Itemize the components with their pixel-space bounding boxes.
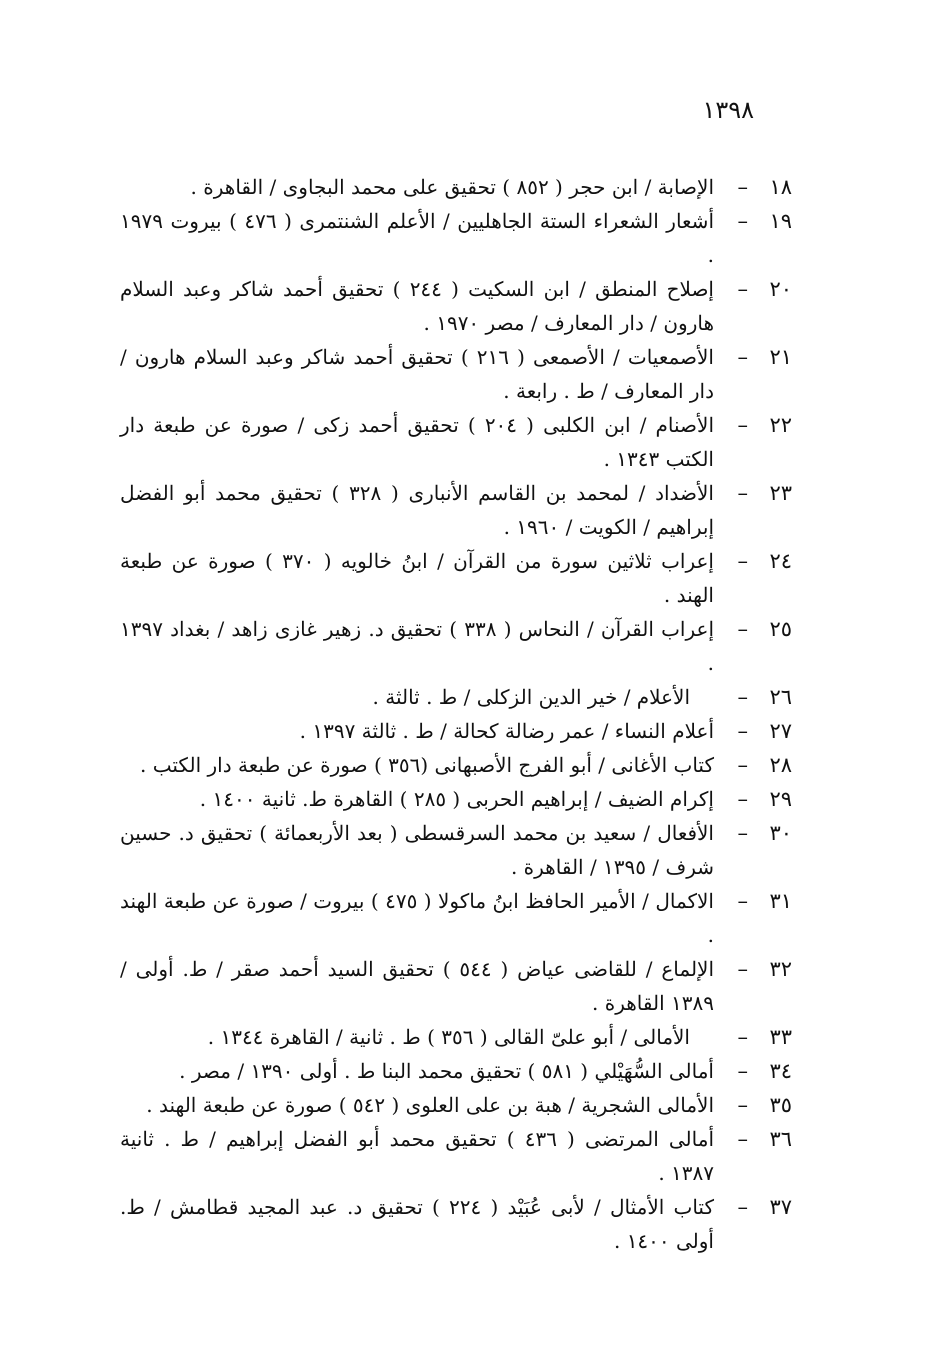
entry-dash: – bbox=[737, 1127, 748, 1151]
entry-number: ١٨ bbox=[769, 175, 792, 199]
entry-dash: – bbox=[737, 753, 748, 777]
bibliography-entry bbox=[120, 1122, 792, 1190]
bibliography-entry bbox=[120, 340, 792, 408]
entry-dash: – bbox=[737, 1059, 748, 1083]
entry-text: الأصمعيات / الأصمعى ( ٢١٦ ) تحقيق أحمد شاكر وعبد السلام هارون / دار المعارف / ط . رابعة . bbox=[120, 345, 714, 403]
entry-dash: – bbox=[737, 821, 748, 845]
entry-number: ٣٦ bbox=[769, 1127, 792, 1151]
bibliography-entry bbox=[120, 1020, 792, 1054]
entry-number: ٢٥ bbox=[769, 617, 792, 641]
entry-text: أمالى السُّهَيْلي ( ٥٨١ ) تحقيق محمد البنا ط . أولى ١٣٩٠ / مصر . bbox=[179, 1059, 714, 1083]
entry-text: أمالى المرتضى ( ٤٣٦ ) تحقيق محمد أبو الفضل إبراهيم / ط . ثانية ١٣٨٧ . bbox=[120, 1127, 714, 1185]
entry-number: ٣٤ bbox=[769, 1059, 792, 1083]
entry-text: الأصنام / ابن الكلبى ( ٢٠٤ ) تحقيق أحمد زكى / صورة عن طبعة دار الكتب ١٣٤٣ . bbox=[120, 413, 715, 471]
entry-number: ٢١ bbox=[769, 345, 792, 369]
entry-dash: – bbox=[737, 549, 748, 573]
entry-number: ٢٣ bbox=[769, 481, 792, 505]
entry-dash: – bbox=[737, 209, 748, 233]
bibliography-entry bbox=[120, 884, 792, 952]
entry-dash: – bbox=[737, 617, 748, 641]
entry-dash: – bbox=[737, 889, 748, 913]
entry-text: الأمالى الشجرية / هبة بن على العلوى ( ٥٤٢ ) صورة عن طبعة الهند . bbox=[146, 1093, 714, 1117]
bibliography-entry bbox=[120, 612, 792, 680]
entry-number: ٣٢ bbox=[769, 957, 792, 981]
entry-number: ٢٧ bbox=[769, 719, 792, 743]
bibliography-entry bbox=[120, 1088, 792, 1122]
bibliography-entry bbox=[120, 680, 792, 714]
bibliography-entry bbox=[120, 272, 792, 340]
entry-text: كتاب الأمثال / لأبى عُبَيْد ( ٢٢٤ ) تحقيق د. عبد المجيد قطامش / ط. أولى ١٤٠٠ . bbox=[120, 1195, 714, 1253]
entry-text: الأمالى / أبو علىّ القالى ( ٣٥٦ ) ط . ثانية / القاهرة ١٣٤٤ . bbox=[207, 1025, 690, 1049]
bibliography-entry bbox=[120, 714, 792, 748]
entry-dash: – bbox=[737, 175, 748, 199]
entry-text: إكرام الضيف / إبراهيم الحربى ( ٢٨٥ ) القاهرة ط. ثانية ١٤٠٠ . bbox=[199, 787, 714, 811]
bibliography-entry bbox=[120, 408, 792, 476]
entry-number: ٣٥ bbox=[769, 1093, 792, 1117]
bibliography-entry bbox=[120, 782, 792, 816]
entry-text: الأفعال / سعيد بن محمد السرقسطى ( بعد الأربعمائة ) تحقيق د. حسين شرف / ١٣٩٥ / القاهرة . bbox=[120, 821, 714, 879]
entry-dash: – bbox=[737, 1195, 748, 1219]
entry-dash: – bbox=[737, 685, 748, 709]
entry-text: أشعار الشعراء الستة الجاهليين / الأعلم الشنتمرى ( ٤٧٦ ) بيروت ١٩٧٩ . bbox=[120, 209, 715, 267]
entry-text: الأعلام / خير الدين الزكلى / ط . ثالثة . bbox=[372, 685, 690, 709]
entry-text: إعراب ثلاثين سورة من القرآن / ابنُ خالويه ( ٣٧٠ ) صورة عن طبعة الهند . bbox=[120, 549, 714, 607]
entry-number: ٢٢ bbox=[769, 413, 792, 437]
entry-text: الإصابة / ابن حجر ( ٨٥٢ ) تحقيق على محمد البجاوى / القاهرة . bbox=[190, 175, 714, 199]
bibliography-entry bbox=[120, 476, 792, 544]
bibliography-entry bbox=[120, 748, 792, 782]
entry-dash: – bbox=[737, 719, 748, 743]
page-number: ١٣٩٨ bbox=[702, 96, 754, 124]
entry-text: إصلاح المنطق / ابن السكيت ( ٢٤٤ ) تحقيق أحمد شاكر وعبد السلام هارون / دار المعارف / مصر ١٩٧٠ . bbox=[120, 277, 714, 335]
entry-number: ٢٠ bbox=[769, 277, 792, 301]
entry-number: ٣١ bbox=[769, 889, 792, 913]
entry-dash: – bbox=[737, 481, 748, 505]
entry-text: إعراب القرآن / النحاس ( ٣٣٨ ) تحقيق د. زهير غازى زاهد / بغداد ١٣٩٧ . bbox=[120, 617, 715, 675]
bibliography-entry bbox=[120, 1054, 792, 1088]
entry-number: ٣٧ bbox=[769, 1195, 792, 1219]
bibliography-entry bbox=[120, 544, 792, 612]
entry-dash: – bbox=[737, 1093, 748, 1117]
entry-text: الإلماع / للقاضى عياض ( ٥٤٤ ) تحقيق السيد أحمد صقر / ط. أولى / ١٣٨٩ القاهرة . bbox=[120, 957, 715, 1015]
bibliography-entry bbox=[120, 170, 792, 204]
entry-number: ٢٨ bbox=[769, 753, 792, 777]
entry-number: ٣٣ bbox=[769, 1025, 792, 1049]
entry-dash: – bbox=[737, 413, 748, 437]
entry-number: ٢٦ bbox=[769, 685, 792, 709]
entry-number: ٢٤ bbox=[769, 549, 792, 573]
entry-dash: – bbox=[737, 1025, 748, 1049]
entry-text: كتاب الأغانى / أبو الفرج الأصبهانى (٣٥٦ ) صورة عن طبعة دار الكتب . bbox=[140, 753, 714, 777]
bibliography-entry bbox=[120, 816, 792, 884]
entry-number: ١٩ bbox=[769, 209, 792, 233]
entry-text: الاكمال / الأمير الحافظ ابنُ ماكولا ( ٤٧٥ ) بيروت / صورة عن طبعة الهند . bbox=[120, 889, 714, 947]
bibliography-list bbox=[120, 170, 792, 1258]
entry-text: الأضداد / لمحمد بن القاسم الأنبارى ( ٣٢٨ ) تحقيق محمد أبو الفضل إبراهيم / الكويت / ١٩٦٠ . bbox=[120, 481, 714, 539]
entry-dash: – bbox=[737, 345, 748, 369]
entry-dash: – bbox=[737, 957, 748, 981]
bibliography-entry bbox=[120, 204, 792, 272]
entry-dash: – bbox=[737, 787, 748, 811]
entry-text: أعلام النساء / عمر رضالة كحالة / ط . ثالثة ١٣٩٧ . bbox=[299, 719, 714, 743]
entry-dash: – bbox=[737, 277, 748, 301]
entry-number: ٢٩ bbox=[769, 787, 792, 811]
bibliography-entry bbox=[120, 952, 792, 1020]
bibliography-entry bbox=[120, 1190, 792, 1258]
entry-number: ٣٠ bbox=[769, 821, 792, 845]
